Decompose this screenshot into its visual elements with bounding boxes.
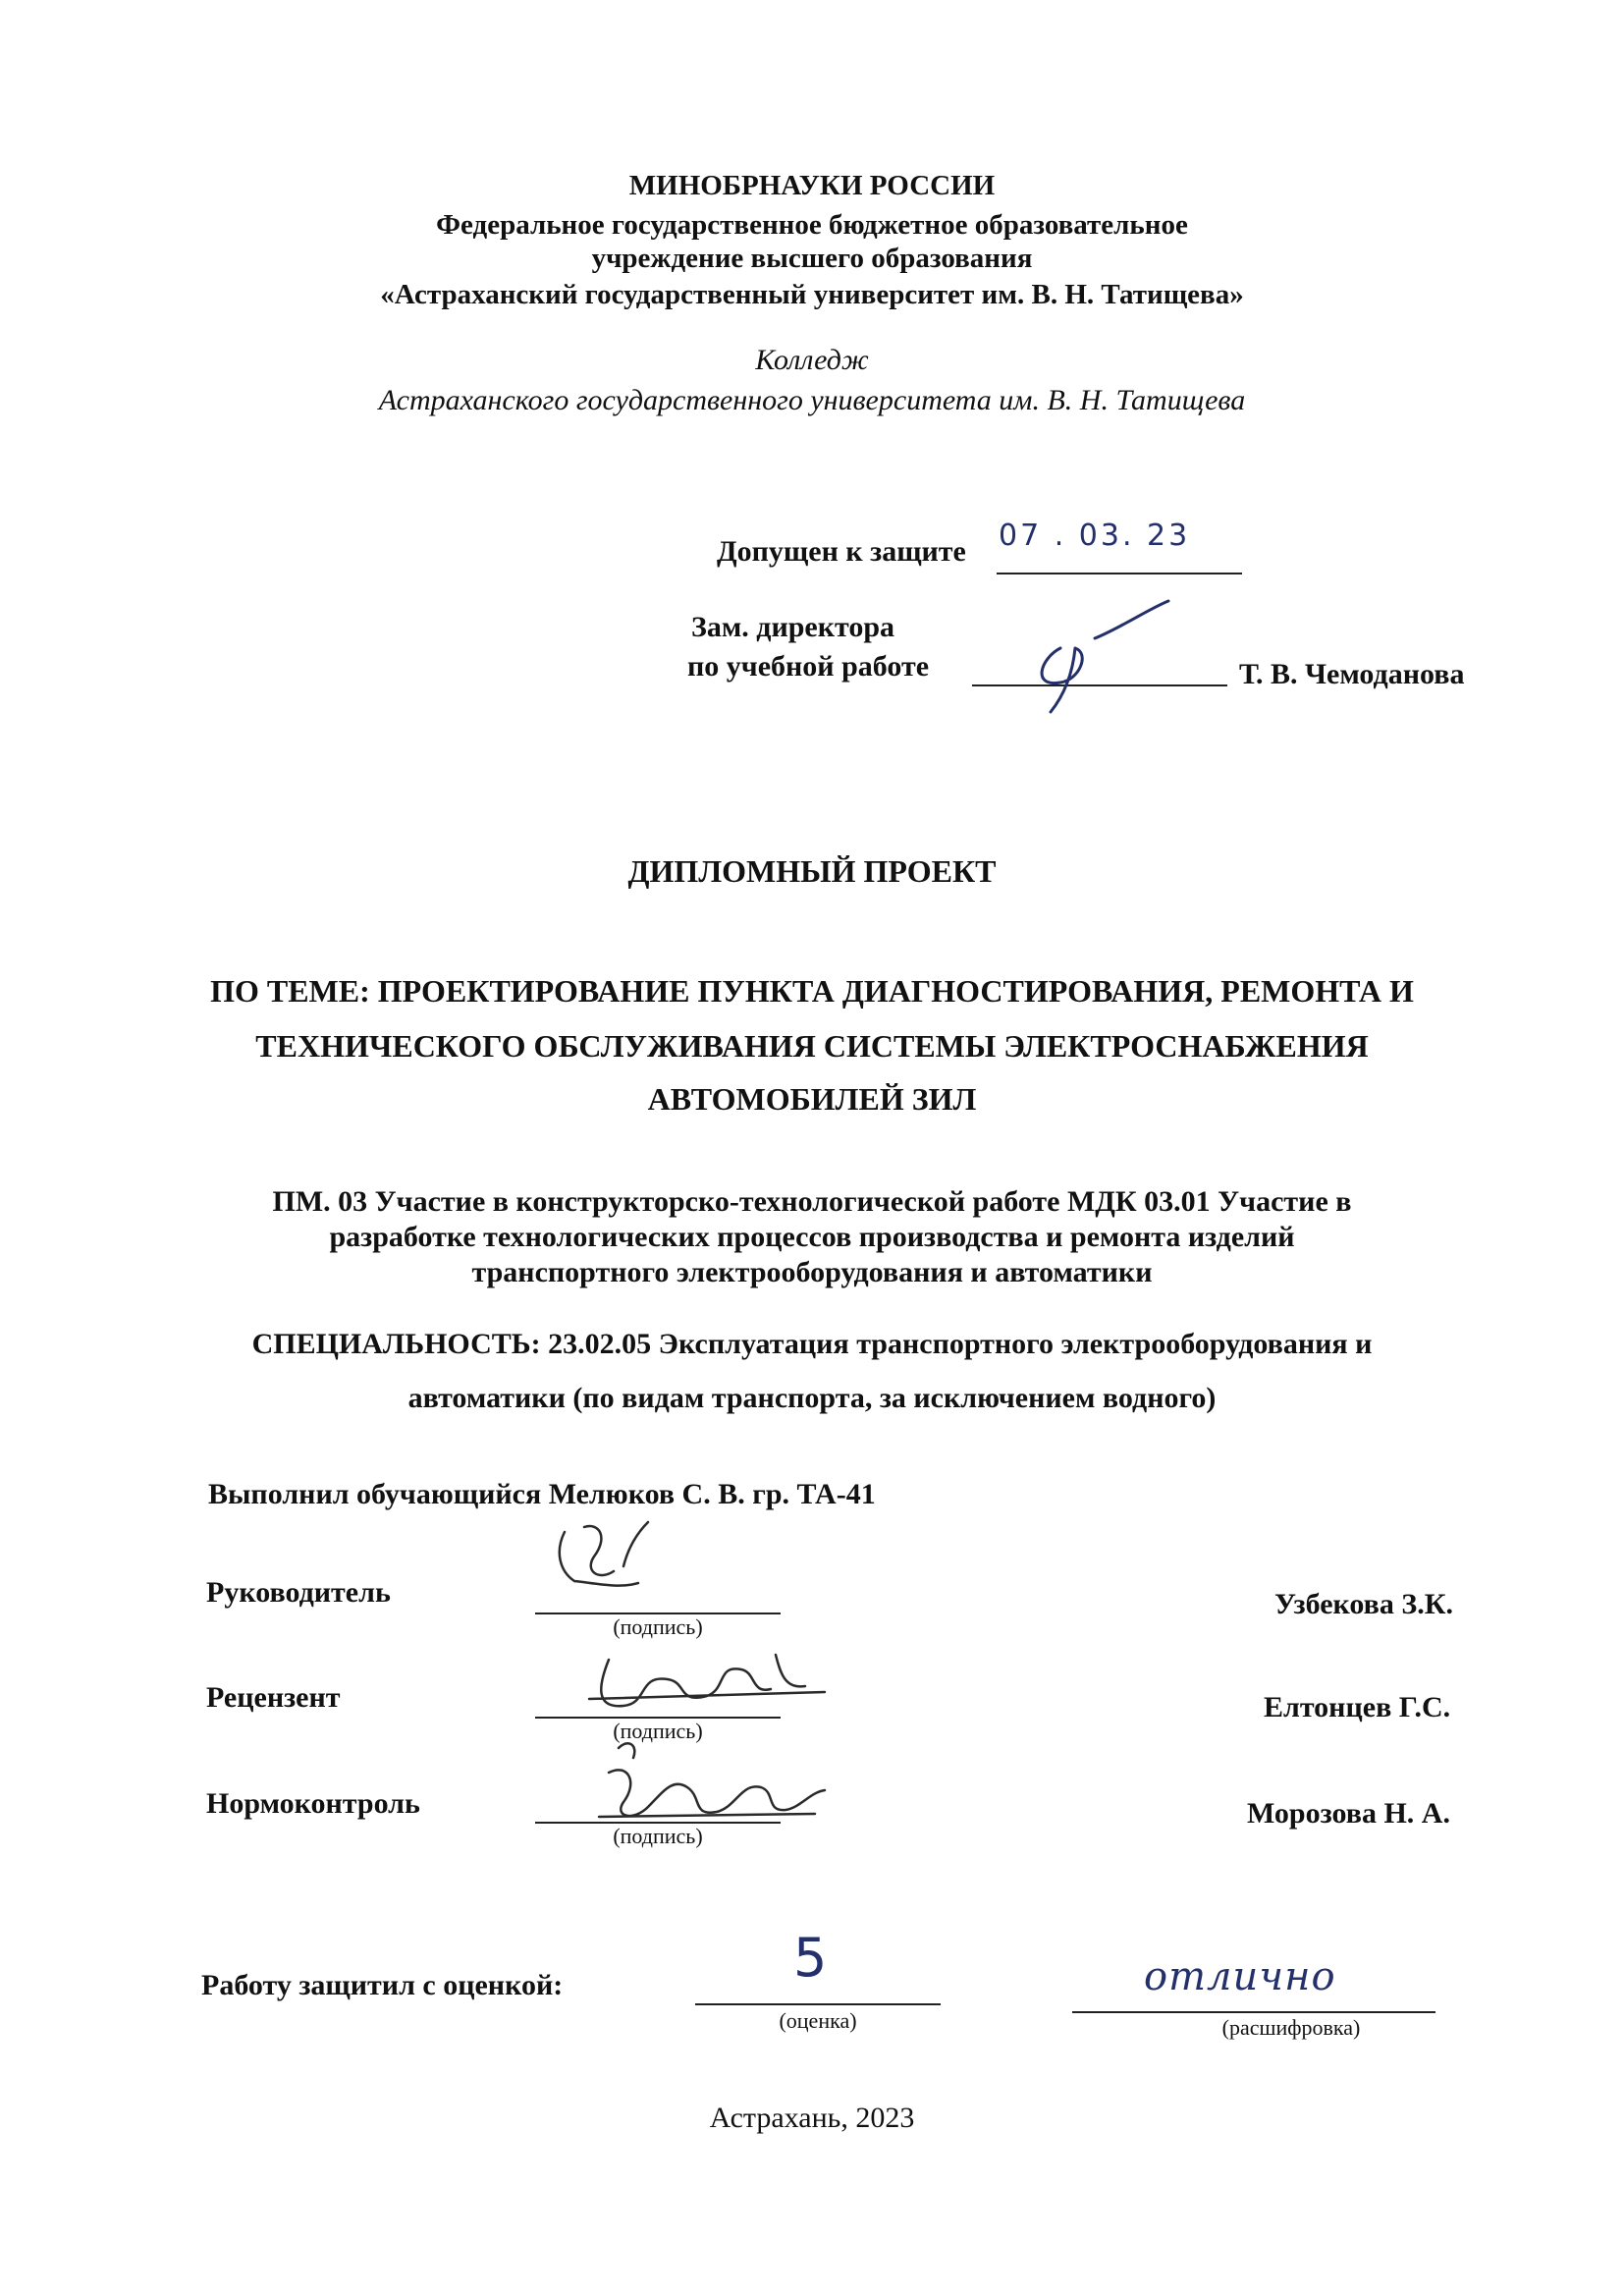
admitted-date-handwritten: 07 . 03. 23 [999,519,1191,553]
deputy-title: Зам. директора [691,611,895,643]
specialty-line-2: автоматики (по видам транспорта, за исключением водного) [407,1382,1217,1414]
topic-line-2: ТЕХНИЧЕСКОГО ОБСЛУЖИВАНИЯ СИСТЕМЫ ЭЛЕКТРОСНАБЖЕНИЯ [255,1028,1369,1064]
reviewer-signature-caption: (подпись) [613,1719,703,1743]
defense-label: Работу защитил с оценкой: [201,1969,564,2001]
student-line: Выполнил обучающийся Мелюков С. В. гр. ТА-41 [208,1478,876,1510]
topic-line-3: АВТОМОБИЛЕЙ ЗИЛ [647,1081,977,1117]
module-line-2: разработке технологических процессов производства и ремонта изделий [329,1221,1295,1253]
college-university: Астраханского государственного университета им. В. Н. Татищева [378,384,1246,416]
document-type: ДИПЛОМНЫЙ ПРОЕКТ [627,853,997,889]
grade-line [695,2003,941,2005]
grade-caption: (оценка) [779,2008,857,2033]
module-line-1: ПМ. 03 Участие в конструкторско-технологической работе МДК 03.01 Участие в [272,1185,1352,1218]
supervisor-signature [540,1512,707,1620]
normcontrol-signature [579,1733,835,1841]
reviewer-name: Елтонцев Г.С. [1264,1691,1451,1723]
grade-handwritten: 5 [793,1927,828,1989]
deputy-signature [1001,589,1198,717]
normcontrol-name: Морозова Н. А. [1247,1797,1450,1830]
institution-line-2: учреждение высшего образования [591,243,1033,274]
reviewer-label: Рецензент [206,1681,341,1714]
admitted-label: Допущен к защите [717,535,966,568]
institution-line-1: Федеральное государственное бюджетное образовательное [436,209,1188,241]
module-line-3: транспортного электрооборудования и автоматики [471,1256,1153,1288]
normcontrol-label: Нормоконтроль [206,1787,420,1820]
city-year: Астрахань, 2023 [709,2102,915,2134]
topic-line-1: ПО ТЕМЕ: ПРОЕКТИРОВАНИЕ ПУНКТА ДИАГНОСТИРОВАНИЯ, РЕМОНТА И [210,973,1414,1009]
normcontrol-signature-caption: (подпись) [613,1824,703,1848]
university-name: «Астраханский государственный университет им. В. Н. Татищева» [380,279,1244,310]
grade-word-line [1072,2011,1435,2013]
deputy-subtitle: по учебной работе [687,650,930,683]
specialty-label: СПЕЦИАЛЬНОСТЬ: [251,1328,541,1360]
admitted-date-line [997,573,1242,574]
specialty-line-1 [0,1328,1624,1361]
deputy-name: Т. В. Чемоданова [1239,658,1465,690]
reviewer-signature [579,1635,835,1733]
grade-word-handwritten: отлично [1144,1954,1336,1999]
supervisor-label: Руководитель [206,1576,391,1609]
college-title: Колледж [755,344,869,376]
supervisor-signature-caption: (подпись) [613,1614,703,1639]
ministry-title: МИНОБРНАУКИ РОССИИ [628,170,996,201]
supervisor-name: Узбекова З.К. [1274,1588,1453,1620]
grade-word-caption: (расшифровка) [1221,2015,1361,2040]
specialty-code: 23.02.05 Эксплуатация транспортного электрооборудования и [540,1328,1373,1360]
